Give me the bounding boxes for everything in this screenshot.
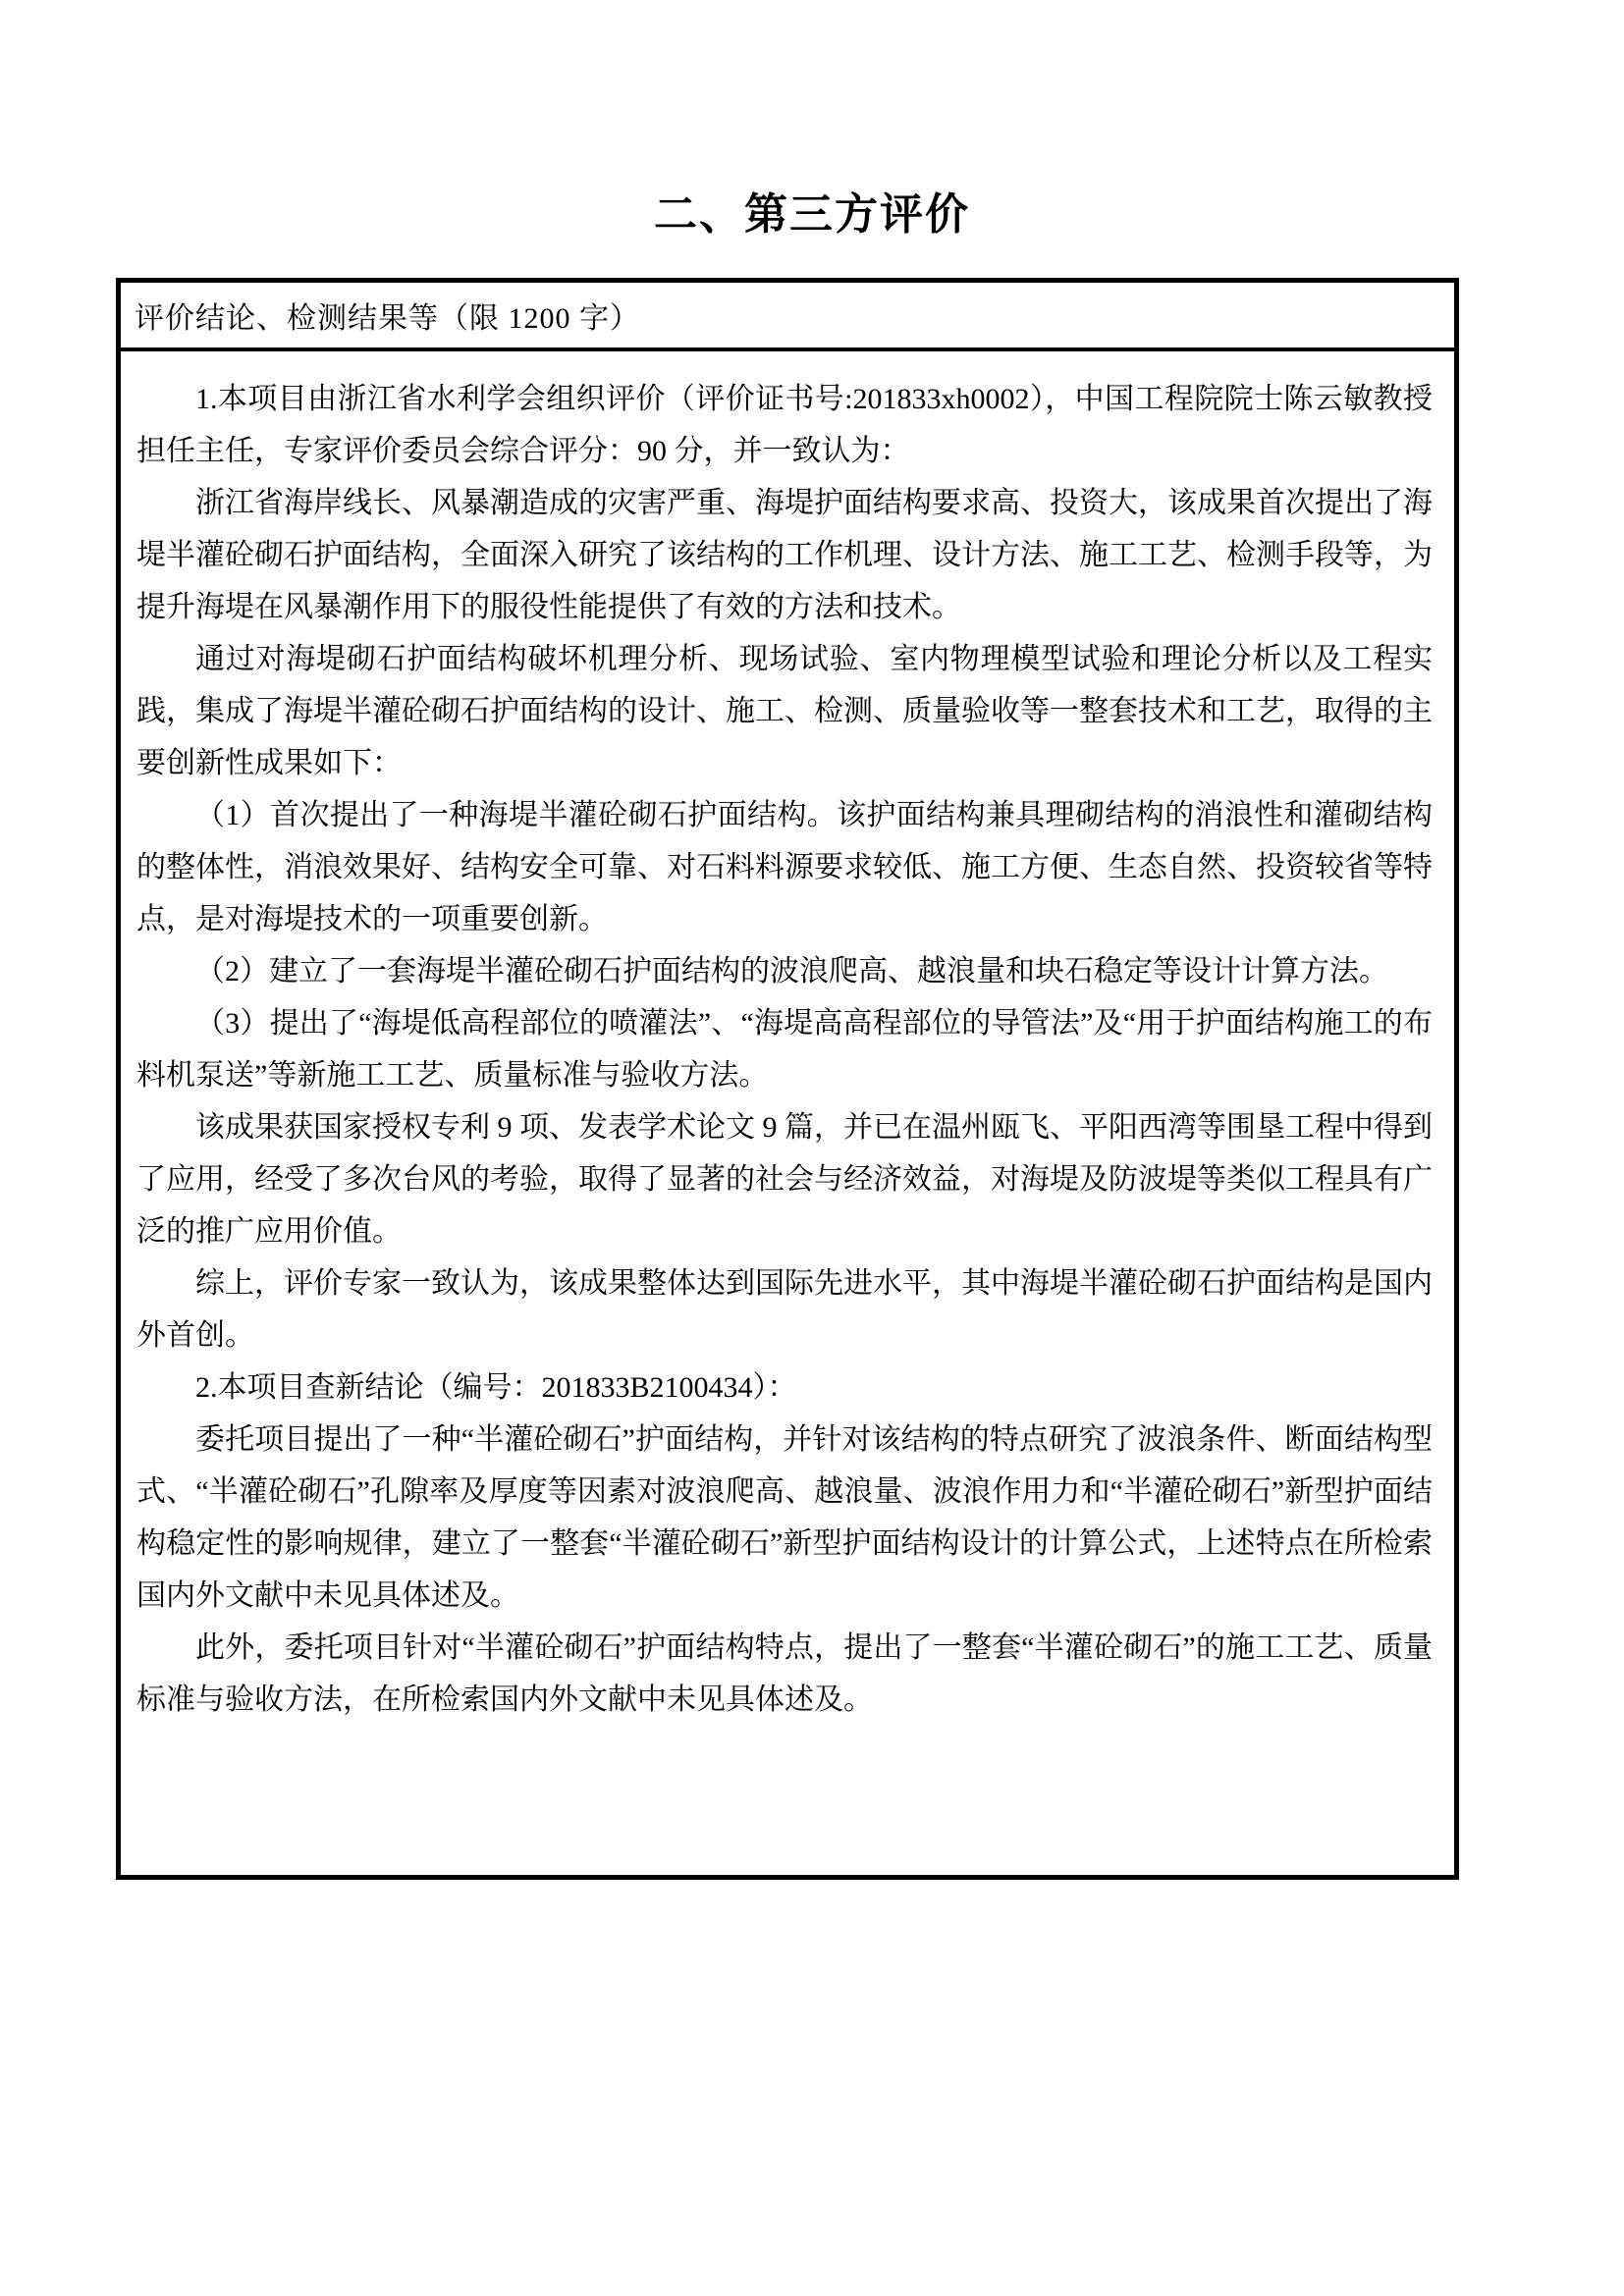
paragraph-conclusion: 综上，评价专家一致认为，该成果整体达到国际先进水平，其中海堤半灌砼砌石护面结构是国内外首创。 bbox=[136, 1267, 1433, 1352]
paragraph-background: 浙江省海岸线长、风暴潮造成的灾害严重、海堤护面结构要求高、投资大，该成果首次提出了海堤半灌砼砌石护面结构，全面深入研究了该结构的工作机理、设计方法、施工工艺、检测手段等，为提升海堤在风暴潮作用下的服役性能提供了有效的方法和技术。 bbox=[136, 487, 1433, 623]
evaluation-table bbox=[116, 278, 1459, 1880]
paragraph-evaluation-intro: 1.本项目由浙江省水利学会组织评价（评价证书号:201833xh0002），中国工程院院士陈云敏教授担任主任，专家评价委员会综合评分：90 分，并一致认为： bbox=[136, 383, 1433, 467]
paragraph-achievements: 该成果获国家授权专利 9 项、发表学术论文 9 篇，并已在温州瓯飞、平阳西湾等围垦工程中得到了应用，经受了多次台风的考验，取得了显著的社会与经济效益，对海堤及防波堤等类似工程具有广泛的推广应用价值。 bbox=[136, 1111, 1433, 1248]
paragraph-innovation-3: （3）提出了“海堤低高程部位的喷灌法”、“海堤高高程部位的导管法”及“用于护面结构施工的布料机泵送”等新施工工艺、质量标准与验收方法。 bbox=[136, 1007, 1433, 1092]
paragraph-novelty-intro: 2.本项目查新结论（编号：201833B2100434）： bbox=[195, 1371, 797, 1404]
paragraph-novelty-extra: 此外，委托项目针对“半灌砼砌石”护面结构特点，提出了一整套“半灌砼砌石”的施工工艺、质量标准与验收方法，在所检索国内外文献中未见具体述及。 bbox=[136, 1631, 1433, 1716]
paragraph-innovation-2: （2）建立了一套海堤半灌砼砌石护面结构的波浪爬高、越浪量和块石稳定等设计计算方法。 bbox=[195, 955, 1388, 988]
table-body bbox=[121, 351, 1454, 1726]
page-title: 二、第三方评价 bbox=[654, 190, 970, 239]
paragraph-methodology: 通过对海堤砌石护面结构破坏机理分析、现场试验、室内物理模型试验和理论分析以及工程实践，集成了海堤半灌砼砌石护面结构的设计、施工、检测、质量验收等一整套技术和工艺，取得的主要创新性成果如下： bbox=[136, 643, 1433, 779]
paragraph-innovation-1: （1）首次提出了一种海堤半灌砼砌石护面结构。该护面结构兼具理砌结构的消浪性和灌砌结构的整体性，消浪效果好、结构安全可靠、对石料料源要求较低、施工方便、生态自然、投资较省等特点，是对海堤技术的一项重要创新。 bbox=[136, 799, 1433, 935]
table-header-label: 评价结论、检测结果等（限 1200 字） bbox=[135, 302, 640, 335]
paragraph-novelty-detail: 委托项目提出了一种“半灌砼砌石”护面结构，并针对该结构的特点研究了波浪条件、断面结构型式、“半灌砼砌石”孔隙率及厚度等因素对波浪爬高、越浪量、波浪作用力和“半灌砼砌石”新型护面结构稳定性的影响规律，建立了一整套“半灌砼砌石”新型护面结构设计的计算公式，上述特点在所检索国内外文献中未见具体述及。 bbox=[136, 1423, 1433, 1612]
table-header-row bbox=[121, 283, 1454, 351]
